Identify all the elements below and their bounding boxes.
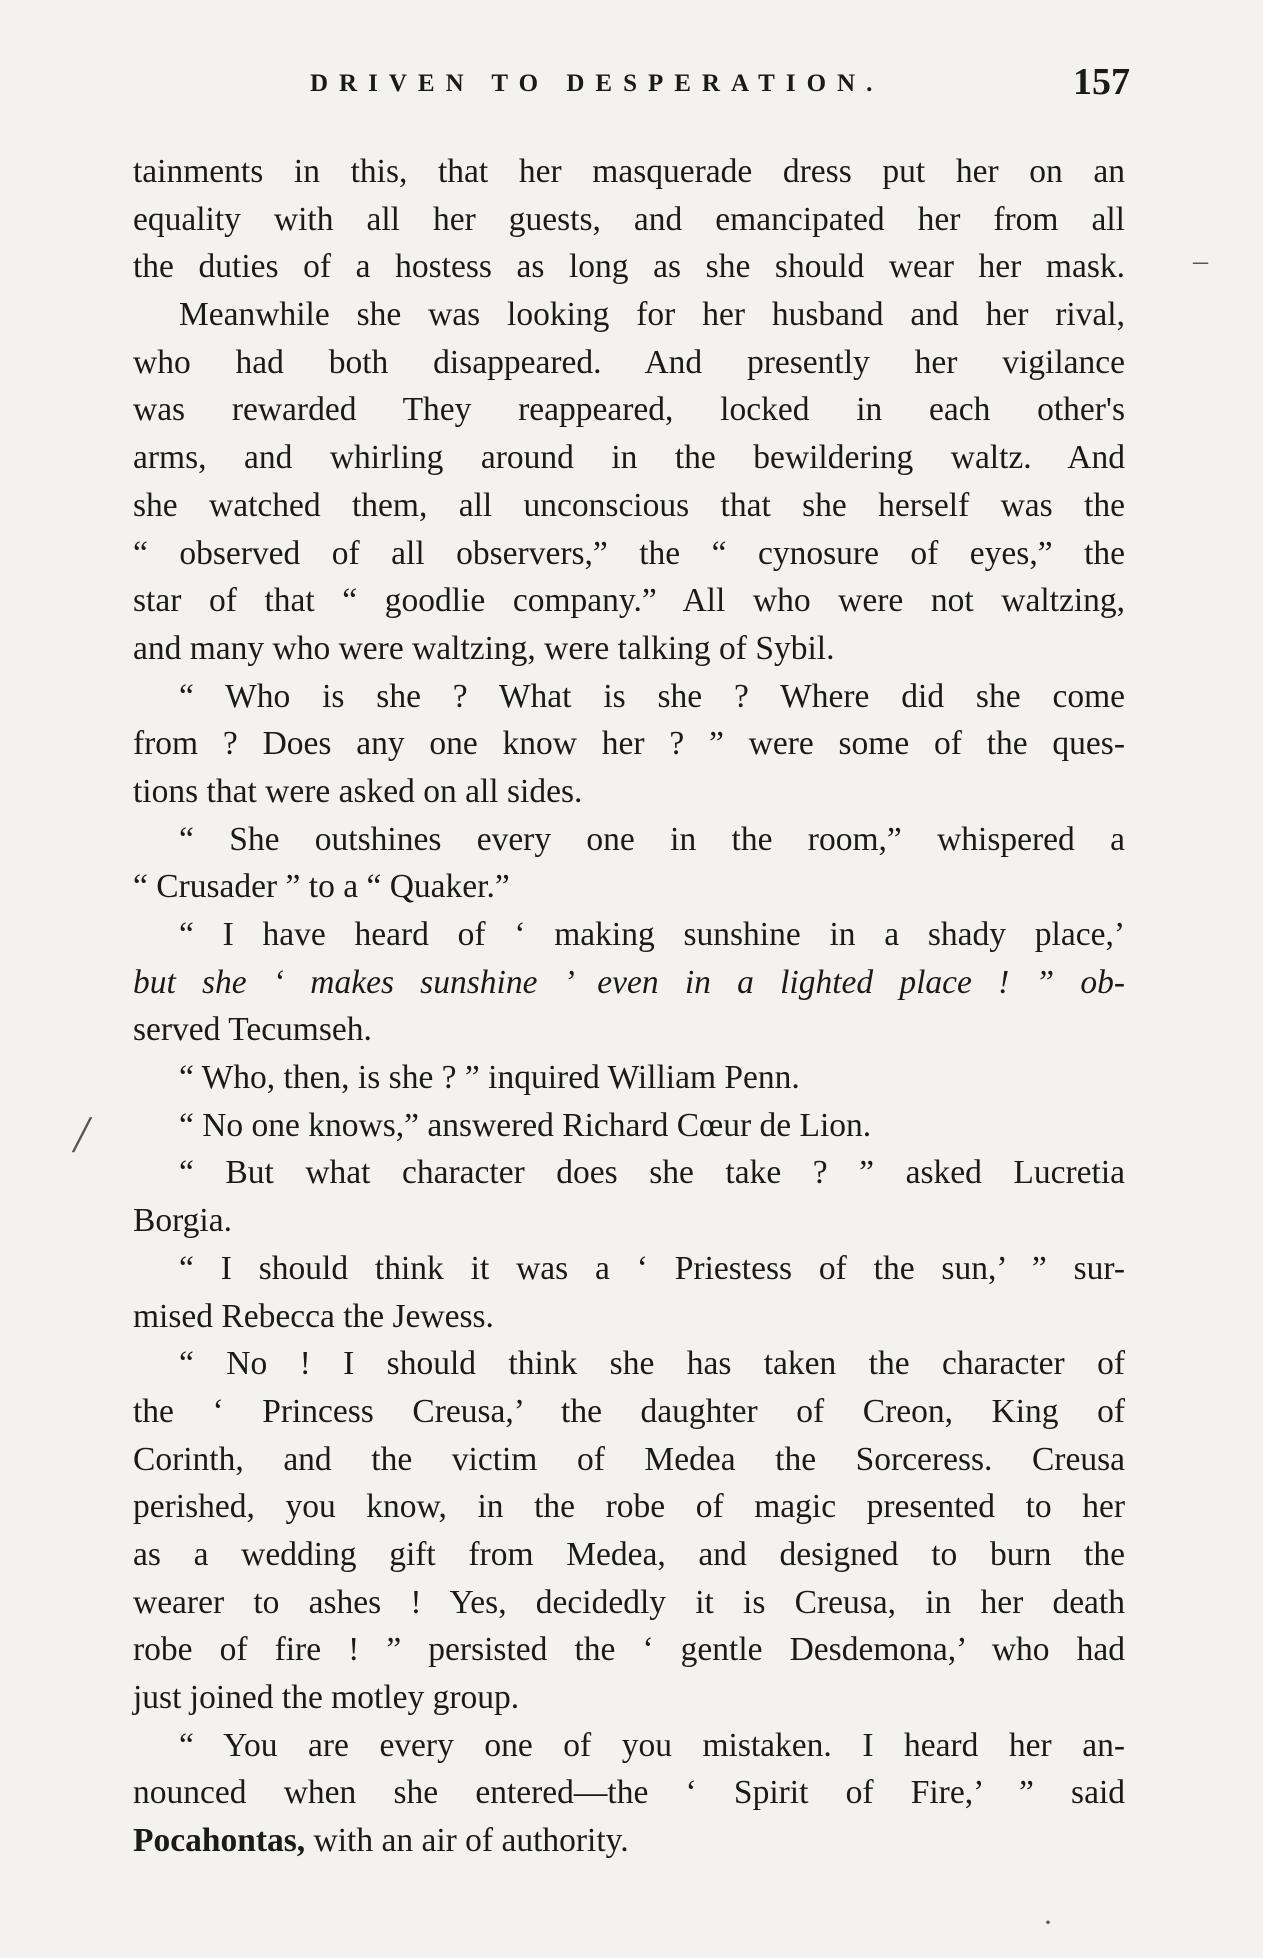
- text-line: “ She outshines every one in the room,” whispered a: [179, 820, 1125, 858]
- text-line: “ You are every one of you mistaken. I heard her an-: [179, 1726, 1125, 1764]
- text-line: who had both disappeared. And presently her vigilance: [133, 343, 1125, 381]
- text-line: “ Who, then, is she ? ” inquired William Penn.: [179, 1059, 800, 1097]
- text-line: “ But what character does she take ? ” asked Lucretia: [179, 1154, 1125, 1192]
- text-line: Borgia.: [133, 1202, 232, 1240]
- text-line: equality with all her guests, and emancipated her from all: [133, 200, 1125, 238]
- text-line: and many who were waltzing, were talking of Sybil.: [133, 629, 835, 667]
- page-header: [310, 60, 1130, 110]
- text-line: as a wedding gift from Medea, and designed to burn the: [133, 1535, 1125, 1573]
- text-line: star of that “ goodlie company.” All who were not waltzing,: [133, 582, 1125, 620]
- text-line: robe of fire ! ” persisted the ‘ gentle Desdemona,’ who had: [133, 1631, 1125, 1669]
- text-line: from ? Does any one know her ? ” were some of the ques-: [133, 725, 1125, 763]
- text-line: nounced when she entered—the ‘ Spirit of Fire,’ ” said: [133, 1774, 1125, 1812]
- text-line: arms, and whirling around in the bewildering waltz. And: [133, 439, 1125, 477]
- text-line: Corinth, and the victim of Medea the Sorceress. Creusa: [133, 1440, 1125, 1478]
- text-line: served Tecumseh.: [133, 1011, 372, 1049]
- margin-dash-icon: –: [1193, 244, 1208, 277]
- text-line: the ‘ Princess Creusa,’ the daughter of Creon, King of: [133, 1392, 1125, 1430]
- text-line: “ Who is she ? What is she ? Where did she come: [179, 677, 1125, 715]
- text-line: Meanwhile she was looking for her husband and her rival,: [179, 296, 1125, 334]
- margin-dot-icon: ·: [1043, 1906, 1053, 1939]
- text-line: “ I should think it was a ‘ Priestess of the sun,’ ” sur-: [179, 1249, 1125, 1287]
- margin-mark-icon: ╱: [73, 1119, 92, 1152]
- text-line: was rewarded They reappeared, locked in each other's: [133, 391, 1125, 429]
- text-line: tions that were asked on all sides.: [133, 772, 583, 810]
- last-line: [133, 1817, 1125, 1865]
- text-line: “ No one knows,” answered Richard Cœur de Lion.: [179, 1106, 872, 1144]
- text-line: “ Crusader ” to a “ Quaker.”: [133, 868, 510, 906]
- running-head: DRIVEN TO DESPERATION.: [310, 70, 884, 97]
- text-line: perished, you know, in the robe of magic presented to her: [133, 1488, 1125, 1526]
- text-line: tainments in this, that her masquerade dress put her on an: [133, 153, 1125, 190]
- text-line: wearer to ashes ! Yes, decidedly it is Creusa, in her death: [133, 1583, 1125, 1621]
- text-line: “ observed of all observers,” the “ cynosure of eyes,” the: [133, 534, 1125, 572]
- text-line: just joined the motley group.: [133, 1679, 520, 1716]
- italic-line: but she ‘ makes sunshine ’ even in a lighted place ! ” ob-: [133, 963, 1125, 1001]
- page-number: 157: [1073, 61, 1130, 103]
- last-line-rest: with an air of authority.: [313, 1822, 629, 1860]
- body-text: [133, 148, 1125, 1865]
- text-line: “ No ! I should think she has taken the character of: [179, 1345, 1125, 1383]
- text-line: she watched them, all unconscious that she herself was the: [133, 486, 1125, 524]
- text-line: the duties of a hostess as long as she should wear her mask.: [133, 248, 1125, 286]
- text-line: mised Rebecca the Jewess.: [133, 1297, 494, 1335]
- pocahontas-name: Pocahontas,: [133, 1822, 306, 1860]
- text-line: “ I have heard of ‘ making sunshine in a shady place,’: [179, 916, 1125, 953]
